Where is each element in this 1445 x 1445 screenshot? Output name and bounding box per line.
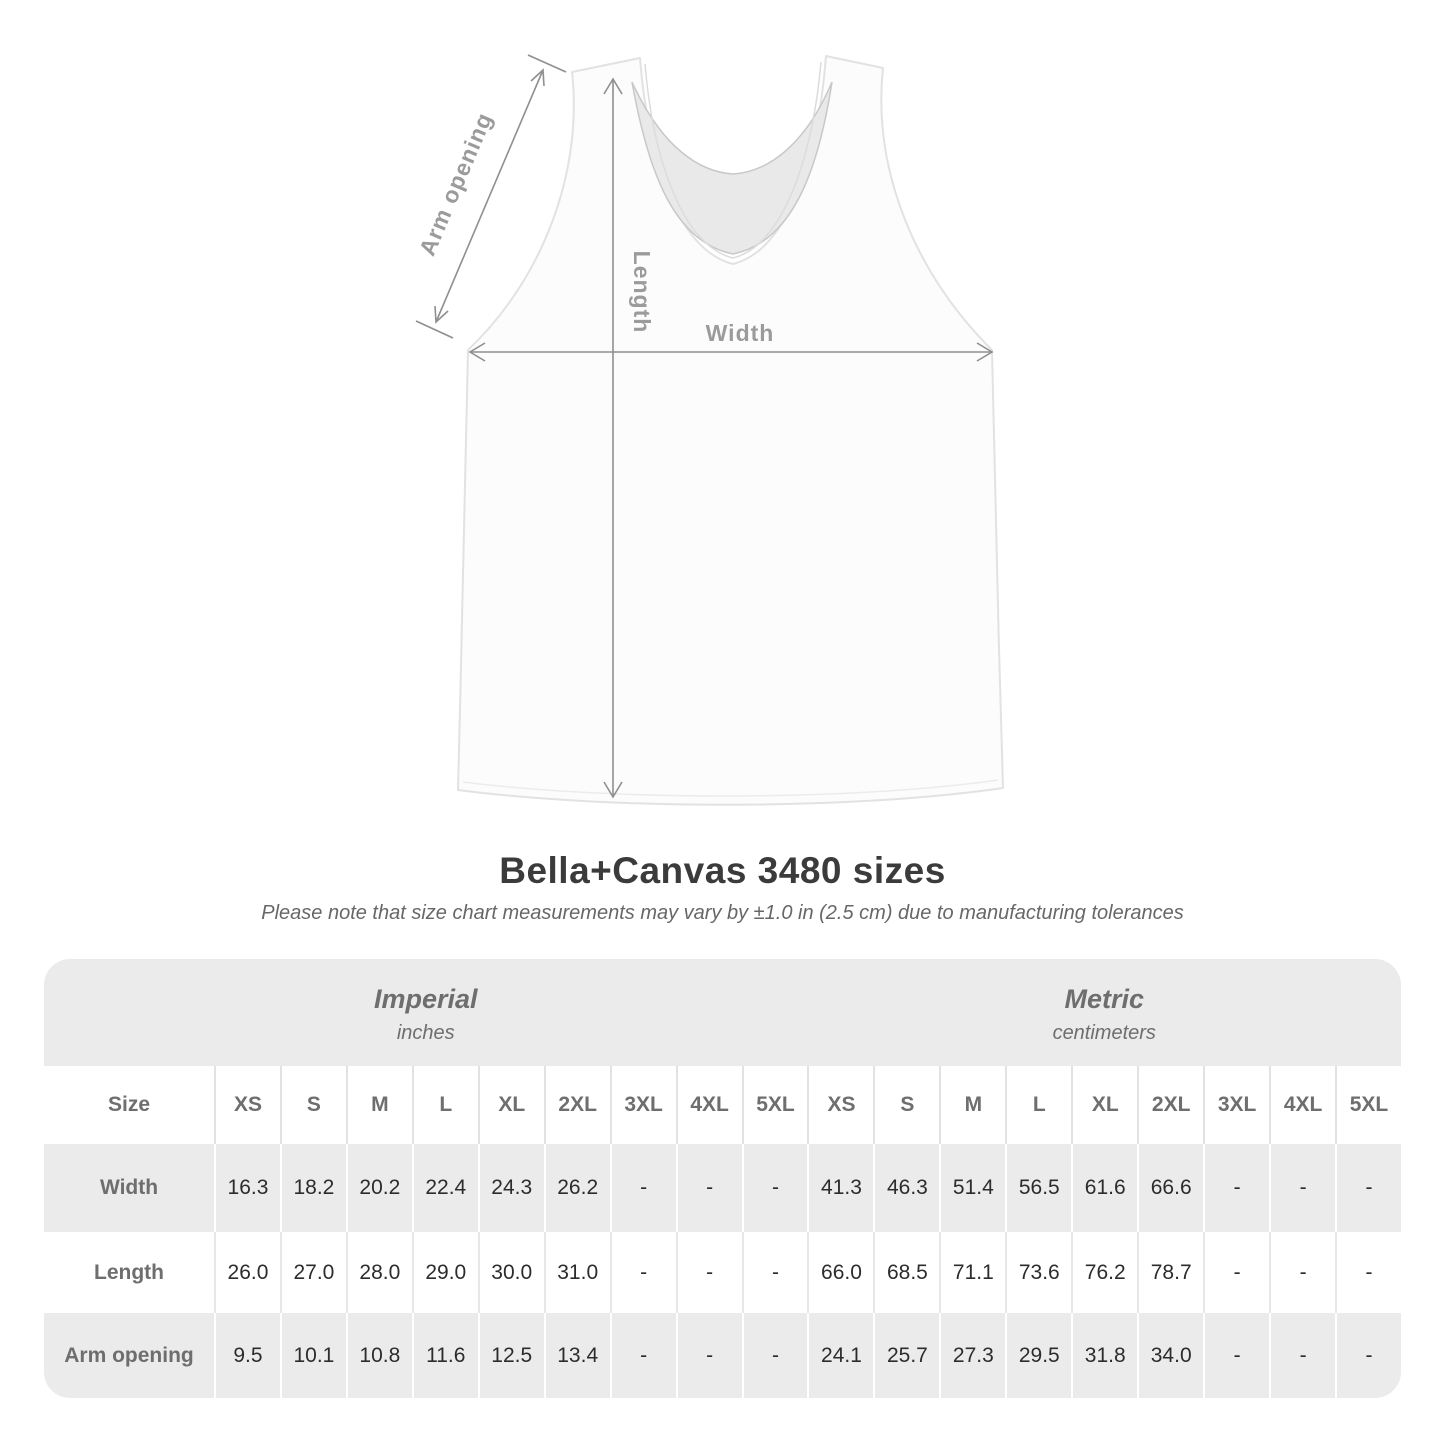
size-header-cell: S xyxy=(280,1066,346,1144)
value-cell: - xyxy=(742,1144,808,1232)
value-cell: 24.3 xyxy=(478,1144,544,1232)
arm-opening-label: Arm opening xyxy=(413,108,498,260)
value-cell: 51.4 xyxy=(939,1144,1005,1232)
value-cell: 9.5 xyxy=(214,1313,280,1398)
table-row xyxy=(44,1313,1401,1398)
value-cell: 24.1 xyxy=(807,1313,873,1398)
value-cell: 28.0 xyxy=(346,1232,412,1313)
page-title: Bella+Canvas 3480 sizes xyxy=(499,850,946,891)
metric-unit: centimeters xyxy=(1052,1022,1156,1044)
value-cell: 66.6 xyxy=(1137,1144,1203,1232)
value-cell: 31.0 xyxy=(544,1232,610,1313)
value-cell: 41.3 xyxy=(807,1144,873,1232)
value-cell: 25.7 xyxy=(873,1313,939,1398)
size-header-cell: 2XL xyxy=(1137,1066,1203,1144)
value-cell: - xyxy=(1203,1313,1269,1398)
tank-top-illustration xyxy=(458,56,1003,805)
size-table xyxy=(44,959,1401,1398)
size-table-body xyxy=(44,1066,1401,1398)
measurement-row-label: Length xyxy=(94,1260,164,1284)
size-header-cell: 5XL xyxy=(742,1066,808,1144)
value-cell: - xyxy=(676,1232,742,1313)
table-row xyxy=(44,1066,1401,1144)
table-row xyxy=(44,1232,1401,1313)
value-cell: - xyxy=(1269,1232,1335,1313)
value-cell: 12.5 xyxy=(478,1313,544,1398)
size-header-cell: XS xyxy=(214,1066,280,1144)
size-header-cell: 5XL xyxy=(1335,1066,1401,1144)
imperial-group-header xyxy=(44,959,808,1066)
value-cell: - xyxy=(1335,1313,1401,1398)
value-cell: 16.3 xyxy=(214,1144,280,1232)
value-cell: 13.4 xyxy=(544,1313,610,1398)
length-label: Length xyxy=(629,250,655,334)
measurement-row-label: Width xyxy=(99,1176,159,1199)
value-cell: 27.0 xyxy=(280,1232,346,1313)
value-cell: 22.4 xyxy=(412,1144,478,1232)
value-cell: 30.0 xyxy=(478,1232,544,1313)
value-cell: - xyxy=(610,1144,676,1232)
value-cell: 73.6 xyxy=(1005,1232,1071,1313)
value-cell: - xyxy=(676,1144,742,1232)
tolerance-note: Please note that size chart measurements may vary by ±1.0 in (2.5 cm) due to manufacturing tolerances xyxy=(261,902,1184,924)
size-header-cell: 4XL xyxy=(676,1066,742,1144)
size-column-header: Size xyxy=(107,1093,151,1116)
value-cell: - xyxy=(742,1313,808,1398)
size-header-cell: S xyxy=(873,1066,939,1144)
value-cell: 10.1 xyxy=(280,1313,346,1398)
size-header-cell: L xyxy=(412,1066,478,1144)
value-cell: 31.8 xyxy=(1071,1313,1137,1398)
size-header-cell: 4XL xyxy=(1269,1066,1335,1144)
unit-group-header-row xyxy=(44,959,1401,1066)
value-cell: 29.0 xyxy=(412,1232,478,1313)
value-cell: 27.3 xyxy=(939,1313,1005,1398)
value-cell: 29.5 xyxy=(1005,1313,1071,1398)
width-label: Width xyxy=(705,320,775,346)
value-cell: 78.7 xyxy=(1137,1232,1203,1313)
value-cell: 18.2 xyxy=(280,1144,346,1232)
value-cell: 26.2 xyxy=(544,1144,610,1232)
value-cell: 66.0 xyxy=(807,1232,873,1313)
value-cell: 20.2 xyxy=(346,1144,412,1232)
size-header-cell: XS xyxy=(807,1066,873,1144)
value-cell: 10.8 xyxy=(346,1313,412,1398)
value-cell: 61.6 xyxy=(1071,1144,1137,1232)
value-cell: - xyxy=(610,1232,676,1313)
value-cell: - xyxy=(1335,1144,1401,1232)
value-cell: - xyxy=(1203,1232,1269,1313)
value-cell: 56.5 xyxy=(1005,1144,1071,1232)
size-header-cell: 3XL xyxy=(610,1066,676,1144)
table-row xyxy=(44,1144,1401,1232)
value-cell: - xyxy=(1269,1144,1335,1232)
value-cell: 46.3 xyxy=(873,1144,939,1232)
size-header-cell: M xyxy=(346,1066,412,1144)
value-cell: 68.5 xyxy=(873,1232,939,1313)
metric-label: Metric xyxy=(1064,984,1145,1014)
value-cell: - xyxy=(1269,1313,1335,1398)
value-cell: 76.2 xyxy=(1071,1232,1137,1313)
value-cell: 34.0 xyxy=(1137,1313,1203,1398)
measurement-row-label: Arm opening xyxy=(64,1343,194,1367)
imperial-unit: inches xyxy=(396,1022,455,1044)
value-cell: - xyxy=(1203,1144,1269,1232)
size-header-cell: L xyxy=(1005,1066,1071,1144)
value-cell: 11.6 xyxy=(412,1313,478,1398)
size-header-cell: 2XL xyxy=(544,1066,610,1144)
size-header-cell: XL xyxy=(478,1066,544,1144)
value-cell: - xyxy=(1335,1232,1401,1313)
value-cell: - xyxy=(610,1313,676,1398)
imperial-label: Imperial xyxy=(373,984,478,1014)
value-cell: 71.1 xyxy=(939,1232,1005,1313)
value-cell: - xyxy=(742,1232,808,1313)
size-header-cell: 3XL xyxy=(1203,1066,1269,1144)
size-header-cell: M xyxy=(939,1066,1005,1144)
value-cell: 26.0 xyxy=(214,1232,280,1313)
size-header-cell: XL xyxy=(1071,1066,1137,1144)
value-cell: - xyxy=(676,1313,742,1398)
metric-group-header xyxy=(808,959,1402,1066)
